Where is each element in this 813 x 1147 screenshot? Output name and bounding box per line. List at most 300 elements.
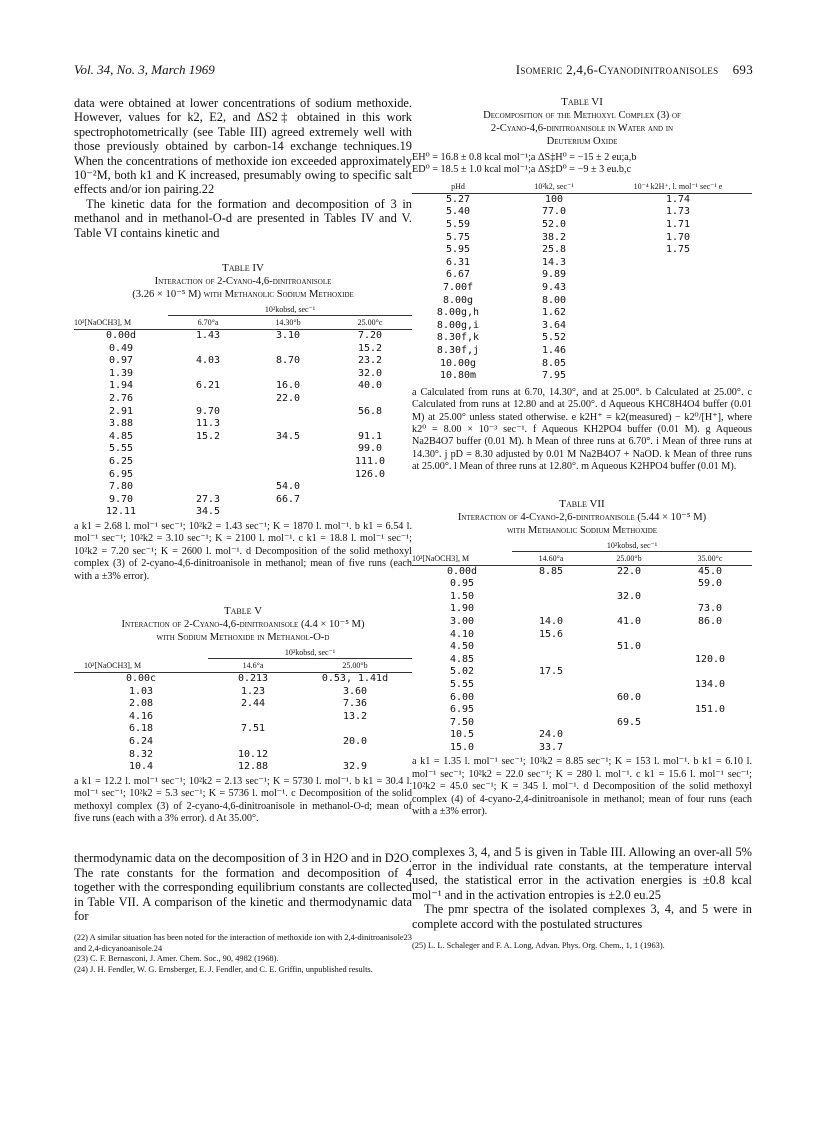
footnote-24: (24) J. H. Fendler, W. G. Ernsberger, E. J. Fendler, and C. E. Griffin, unpublished results. [74, 964, 373, 974]
table-4-body [74, 330, 412, 519]
table-cell: 7.80 [108, 481, 134, 493]
table-cell: 5.55 [108, 443, 134, 455]
table-4-caption-1: Interaction of 2-Cyano-4,6-dinitroanisole [154, 276, 332, 288]
table-cell: 73.0 [697, 603, 723, 615]
table-cell [248, 343, 328, 356]
table-6-footnote: a Calculated from runs at 6.70, 14.30°, and at 25.00°. b Calculated at 25.00°. c Calculated from runs at 12.80 and at 25.00°. d Aqueous KHC8H4O4 buffer (0.01 M) at 25.00° unless stated otherwise. e k2H⁺ = k2(measured) − k2⁰/[H⁺], where k2⁰ = 8.00 × 10⁻³ sec⁻¹. f Aqueous KH2PO4 buffer (0.01 M). g Aqueous Na2B4O7 buffer (0.01 M). h Mean of three runs at 6.70°. i Mean of three runs at 14.30°. j pD = 8.30 adjusted by 0.01 M Na2B4O7 + NaOD. k Mean of three runs at 25.00°. l Mean of three runs at 12.80°. m Aqueous K2HPO4 buffer (0.01 M). [412, 386, 752, 473]
table-cell [208, 711, 298, 724]
table-cell: 23.2 [357, 355, 383, 367]
table-row [412, 269, 752, 282]
table-4-header-row [74, 317, 412, 330]
table-5 [74, 648, 412, 774]
table-cell: 34.5 [275, 430, 301, 442]
table-cell: 120.0 [694, 653, 726, 665]
table-cell [668, 591, 752, 604]
table-cell [512, 717, 590, 730]
table-cell: 5.52 [541, 332, 567, 344]
table-row [74, 380, 412, 393]
table-cell [512, 591, 590, 604]
table-cell: 10.4 [128, 761, 154, 773]
table-cell: 15.6 [538, 628, 564, 640]
table-cell [668, 729, 752, 742]
table-cell [248, 469, 328, 482]
table-cell [328, 494, 412, 507]
table-7-header: 10²[NaOCH3], M [412, 553, 470, 563]
table-5-header: 25.00°b [342, 661, 368, 670]
table-cell [168, 481, 248, 494]
table-cell: 32.9 [342, 761, 368, 773]
table-cell [248, 418, 328, 431]
table-cell: 25.8 [541, 244, 567, 256]
table-cell: 1.74 [665, 193, 691, 205]
table-5-header: 10²[NaOCH3], M [84, 661, 142, 670]
table-cell: 4.16 [128, 710, 154, 722]
table-cell: 27.3 [195, 493, 221, 505]
table-cell: 5.95 [445, 244, 471, 256]
table-cell: 7.95 [541, 370, 567, 382]
table-cell: 66.7 [275, 493, 301, 505]
table-cell: 8.30f,j [436, 344, 480, 356]
table-cell [168, 469, 248, 482]
table-cell: 17.5 [538, 666, 564, 678]
table-cell: 69.5 [616, 716, 642, 728]
table-cell: 3.10 [275, 330, 301, 342]
table-cell [168, 368, 248, 381]
table-row [412, 692, 752, 705]
table-5-caption-2: with Sodium Methoxide in Methanol-O-d [156, 632, 330, 643]
table-cell: 151.0 [694, 704, 726, 716]
table-row [74, 481, 412, 494]
table-cell: 14.3 [541, 256, 567, 268]
table-5-header-row [74, 660, 412, 673]
table-6-header: 10²k2, sec⁻¹ [534, 181, 574, 191]
table-4-header: 10²[NaOCH3], M [74, 318, 132, 328]
table-row [74, 698, 412, 711]
table-5-caption-1: Interaction of 2-Cyano-4,6-dinitroanisole (4.4 × 10⁻⁵ M) [121, 619, 365, 630]
table-6-header-row [412, 181, 752, 194]
table-cell [512, 578, 590, 591]
table-cell [604, 370, 752, 383]
table-row [412, 219, 752, 232]
table-row [412, 654, 752, 667]
table-cell [248, 443, 328, 456]
table-cell [248, 406, 328, 419]
table-row [412, 358, 752, 371]
table-row [412, 616, 752, 629]
table-cell: 5.40 [445, 206, 471, 218]
table-row [412, 729, 752, 742]
table-cell [168, 456, 248, 469]
table-6-params-2: ED⁰ = 18.5 ± 1.0 kcal mol⁻¹;a ΔS‡D⁰ = −9 ± 3 eu.b,c [412, 164, 632, 176]
table-4 [74, 305, 412, 519]
table-cell: 1.94 [108, 380, 134, 392]
table-cell: 40.0 [357, 380, 383, 392]
table-cell: 6.25 [108, 456, 134, 467]
table-cell: 8.32 [128, 748, 154, 760]
table-7-header-row [412, 553, 752, 566]
table-cell: 32.0 [616, 590, 642, 602]
table-cell: 10.5 [449, 729, 475, 741]
table-cell: 8.85 [538, 565, 564, 577]
table-cell: 12.88 [237, 761, 269, 773]
table-5-header: 14.6°a [242, 661, 264, 670]
table-cell: 45.0 [697, 565, 723, 577]
table-cell [590, 578, 668, 591]
table-cell: 34.5 [195, 506, 221, 518]
table-cell: 59.0 [697, 578, 723, 590]
table-cell: 1.73 [665, 206, 691, 218]
table-4-label: Table IV [222, 262, 264, 275]
table-cell: 5.75 [445, 231, 471, 243]
table-cell: 38.2 [541, 231, 567, 243]
table-cell: 126.0 [354, 468, 386, 480]
table-cell: 15.2 [357, 342, 383, 354]
table-cell: 8.05 [541, 357, 567, 369]
table-cell [604, 345, 752, 358]
table-cell [668, 692, 752, 705]
table-cell [590, 603, 668, 616]
table-cell: 7.50 [449, 716, 475, 728]
table-cell: 0.49 [108, 342, 134, 354]
table-row [412, 332, 752, 345]
table-row [74, 343, 412, 356]
table-4-caption-2: (3.26 × 10⁻⁵ M) with Methanolic Sodium Methoxide [132, 289, 354, 301]
table-cell [512, 704, 590, 717]
table-cell: 52.0 [541, 219, 567, 230]
table-cell: 5.59 [445, 219, 471, 230]
table-cell: 8.70 [275, 355, 301, 367]
table-cell [328, 481, 412, 494]
table-cell [668, 717, 752, 730]
table-7-caption-1: Interaction of 4-Cyano-2,6-dinitroanisole (5.44 × 10⁻⁵ M) [457, 511, 707, 523]
table-row [412, 666, 752, 679]
table-cell: 3.64 [541, 319, 567, 331]
table-4-header: 25.00°c [357, 318, 383, 328]
table-row [74, 406, 412, 419]
table-cell [604, 282, 752, 295]
table-cell [604, 269, 752, 282]
table-row [74, 355, 412, 368]
table-cell: 51.0 [616, 641, 642, 653]
table-row [412, 603, 752, 616]
table-row [74, 749, 412, 762]
table-cell [604, 307, 752, 320]
table-4-superheader: 10²kobsd, sec⁻¹ [168, 305, 412, 316]
table-6-params-1: EH⁰ = 16.8 ± 0.8 kcal mol⁻¹;a ΔS‡H⁰ = −15 ± 2 eu;a,b [412, 152, 637, 163]
table-cell: 4.50 [449, 641, 475, 653]
table-7 [412, 541, 752, 755]
table-cell [590, 704, 668, 717]
table-cell [604, 358, 752, 371]
table-4-header: 14.30°b [275, 318, 301, 328]
table-cell: 77.0 [541, 206, 567, 218]
table-cell: 8.00g [442, 294, 474, 306]
table-6-caption-2: 2-Cyano-4,6-dinitroanisole in Water and in [490, 123, 674, 134]
table-cell [590, 666, 668, 679]
table-row [412, 194, 752, 207]
table-row [412, 717, 752, 730]
table-cell: 99.0 [357, 443, 383, 455]
table-6-header: 10⁻⁴ k2H⁺, l. mol⁻¹ sec⁻¹ e [633, 181, 723, 191]
table-5-superheader: 10²kobsd, sec⁻¹ [208, 648, 412, 659]
table-cell: 11.3 [195, 418, 221, 430]
table-7-label: Table VII [559, 497, 605, 510]
table-cell [248, 456, 328, 469]
table-row [412, 244, 752, 257]
running-title: Isomeric 2,4,6-Cyanodinitroanisoles [515, 62, 719, 77]
table-5-footnote: a k1 = 12.2 l. mol⁻¹ sec⁻¹; 10²k2 = 2.13 sec⁻¹; K = 5730 l. mol⁻¹. b k1 = 30.4 l. mol⁻¹ sec⁻¹; 10²k2 = 5.3 sec⁻¹; K = 5736 l. mol⁻¹. c Decomposition of the solid methoxyl complex (3) of 2-cyano-4,6-dinitroanisole in methanol-O-d; mean of five runs (each with a 3% error). d At 35.00°. [74, 775, 412, 824]
table-cell [668, 666, 752, 679]
table-7-header: 35.00°c [697, 553, 723, 563]
table-cell: 134.0 [694, 678, 726, 690]
table-cell: 1.50 [449, 590, 475, 602]
table-row [74, 506, 412, 519]
table-cell: 15.0 [449, 741, 475, 753]
table-cell: 9.70 [108, 493, 134, 505]
footnote-23: (23) C. F. Bernasconi, J. Amer. Chem. Soc., 90, 4982 (1968). [74, 954, 279, 964]
table-row [412, 257, 752, 270]
table-row [74, 686, 412, 699]
table-row [412, 232, 752, 245]
table-cell [512, 654, 590, 667]
left-column [74, 96, 412, 975]
table-5-label: Table V [223, 605, 263, 617]
right-column [412, 96, 752, 951]
table-cell: 1.70 [665, 231, 691, 243]
table-6-caption-1: Decomposition of the Methoxyl Complex (3) of [483, 110, 681, 121]
table-row [412, 641, 752, 654]
table-row [74, 469, 412, 482]
table-cell: 7.36 [342, 698, 368, 710]
body-paragraph-3: thermodynamic data on the decomposition of 3 in H2O and in D2O. The rate constants for the formation and decomposition of 4 together with the corresponding equilibrium constants are collected in Table VII. A comparison of the kinetic and thermodynamic data for [74, 851, 412, 923]
table-cell [298, 749, 412, 762]
table-cell: 24.0 [538, 729, 564, 741]
table-7-superheader: 10²kobsd, sec⁻¹ [512, 541, 752, 552]
table-cell: 8.00g,h [436, 307, 480, 319]
table-cell: 2.91 [108, 405, 134, 417]
table-row [74, 393, 412, 406]
table-cell: 1.90 [449, 603, 475, 615]
table-row [74, 456, 412, 469]
table-7-header: 25.00°b [616, 553, 642, 563]
running-header-left: Vol. 34, No. 3, March 1969 [74, 62, 215, 77]
table-cell: 6.95 [108, 468, 134, 480]
table-row [412, 704, 752, 717]
table-cell: 8.00 [541, 294, 567, 306]
table-cell: 0.53, 1.41d [321, 673, 389, 684]
table-cell: 22.0 [616, 565, 642, 577]
table-cell: 60.0 [616, 691, 642, 703]
table-cell: 2.08 [128, 698, 154, 710]
table-cell: 3.88 [108, 418, 134, 430]
table-cell: 6.95 [449, 704, 475, 716]
table-row [412, 591, 752, 604]
table-cell: 10.00g [439, 357, 477, 369]
table-cell: 5.27 [445, 193, 471, 205]
table-cell: 4.85 [449, 653, 475, 665]
table-cell: 9.43 [541, 281, 567, 293]
table-7-caption-2: with Methanolic Sodium Methoxide [506, 524, 658, 536]
body-paragraph-right-1: complexes 3, 4, and 5 is given in Table III. Allowing an over-all 5% error in the individual rate constants, at the temperature interval used, the statistical error in the activation energies is ±0.8 kcal mol⁻¹ and in the activation entropies is ±2.0 eu.25 [412, 844, 752, 902]
table-cell: 3.00 [449, 615, 475, 627]
table-row [412, 742, 752, 755]
table-cell: 8.30f,k [436, 332, 480, 344]
table-row [74, 494, 412, 507]
table-cell: 1.75 [665, 244, 691, 256]
table-cell: 0.00d [105, 330, 137, 342]
table-cell: 0.95 [449, 578, 475, 590]
table-cell: 6.18 [128, 723, 154, 735]
table-row [412, 578, 752, 591]
table-6-label: Table VI [561, 96, 603, 108]
table-cell: 6.21 [195, 380, 221, 392]
table-cell [604, 320, 752, 333]
table-cell [604, 295, 752, 308]
footnote-22: (22) A similar situation has been noted for the interaction of methoxide ion with 2,4-dinitroanisole23 and 2,4-dicyanoanisole.24 [74, 933, 412, 953]
table-cell: 5.02 [449, 666, 475, 678]
table-row [74, 711, 412, 724]
table-cell: 1.71 [665, 219, 691, 230]
table-cell: 111.0 [354, 456, 386, 467]
table-cell [512, 692, 590, 705]
table-row [74, 723, 412, 736]
table-6-body [412, 194, 752, 383]
table-cell: 8.00g,i [436, 319, 480, 331]
table-cell [668, 629, 752, 642]
table-cell: 33.7 [538, 741, 564, 753]
table-cell: 4.85 [108, 430, 134, 442]
footnote-25: (25) L. L. Schaleger and F. A. Long, Advan. Phys. Org. Chem., 1, 1 (1963). [412, 940, 665, 950]
table-cell: 1.62 [541, 307, 567, 319]
table-row [412, 320, 752, 333]
table-cell [328, 393, 412, 406]
table-cell: 91.1 [357, 430, 383, 442]
table-cell: 13.2 [342, 710, 368, 722]
table-cell: 14.0 [538, 615, 564, 627]
table-cell: 100 [544, 193, 564, 205]
table-cell: 1.23 [240, 685, 266, 697]
table-cell: 41.0 [616, 615, 642, 627]
table-row [74, 736, 412, 749]
table-row [74, 761, 412, 774]
table-cell [590, 679, 668, 692]
table-cell: 0.97 [108, 355, 134, 367]
table-cell: 7.20 [357, 330, 383, 342]
table-cell [168, 393, 248, 406]
table-cell: 6.00 [449, 691, 475, 703]
table-cell: 86.0 [697, 615, 723, 627]
table-7-footnote: a k1 = 1.35 l. mol⁻¹ sec⁻¹; 10²k2 = 8.85 sec⁻¹; K = 153 l. mol⁻¹. b k1 = 6.10 l. mol⁻¹ sec⁻¹; 10²k2 = 22.0 sec⁻¹; K = 280 l. mol⁻¹. c k1 = 15.6 l. mol⁻¹ sec⁻¹; 10²k2 = 45.0 sec⁻¹; K = 345 l. mol⁻¹. d Decomposition of the solid methoxyl complex (4) of 4-cyano-2,4-dinitroanisole in methanol; mean of four runs (each with a ±3% error). [412, 756, 752, 818]
table-cell: 56.8 [357, 405, 383, 417]
table-cell: 5.55 [449, 678, 475, 690]
table-row [412, 679, 752, 692]
table-cell: 6.67 [445, 269, 471, 281]
table-6 [412, 181, 752, 383]
table-cell [590, 729, 668, 742]
table-cell [328, 506, 412, 519]
table-cell: 10.80m [439, 370, 477, 382]
table-6-header: pHd [451, 181, 465, 191]
table-cell: 2.76 [108, 393, 134, 405]
table-4-footnote: a k1 = 2.68 l. mol⁻¹ sec⁻¹; 10²k2 = 1.43 sec⁻¹; K = 1870 l. mol⁻¹. b k1 = 6.54 l. mol⁻¹ sec⁻¹; 10²k2 = 3.10 sec⁻¹; K = 2100 l. mol⁻¹. c k1 = 18.8 l. mol⁻¹ sec⁻¹; 10²k2 = 7.20 sec⁻¹; K = 2600 l. mol⁻¹. d Decomposition of the solid methoxyl complex (3) of 2-cyano-4,6-dinitroanisole in methanol; mean of five runs (each with a ±3% error). [74, 520, 412, 582]
table-cell: 1.03 [128, 685, 154, 697]
table-cell [590, 629, 668, 642]
table-cell: 7.00f [442, 281, 474, 293]
table-cell: 6.31 [445, 256, 471, 268]
table-cell [604, 257, 752, 270]
table-4-header: 6.70°a [197, 318, 219, 328]
table-row [412, 629, 752, 642]
body-paragraph-right-2: The pmr spectra of the isolated complexes 3, 4, and 5 were in complete accord with the postulated structures [412, 902, 752, 931]
table-cell [248, 506, 328, 519]
table-6-caption-3: Deuterium Oxide [546, 136, 618, 147]
table-row [412, 345, 752, 358]
body-paragraph-2: The kinetic data for the formation and decomposition of 3 in methanol and in methanol-O-d are presented in Tables IV and V. Table VI contains kinetic and [74, 196, 412, 240]
table-cell: 9.70 [195, 405, 221, 417]
page-number: 693 [732, 62, 753, 77]
table-cell: 16.0 [275, 380, 301, 392]
table-cell: 20.0 [342, 735, 368, 747]
table-cell [298, 723, 412, 736]
table-row [412, 566, 752, 579]
table-cell [590, 654, 668, 667]
table-cell: 4.03 [195, 355, 221, 367]
table-cell [168, 343, 248, 356]
table-row [74, 368, 412, 381]
table-cell [168, 443, 248, 456]
table-row [412, 307, 752, 320]
table-cell: 4.10 [449, 628, 475, 640]
table-cell: 2.44 [240, 698, 266, 710]
table-row [412, 370, 752, 383]
table-row [74, 443, 412, 456]
table-row [412, 295, 752, 308]
table-cell [248, 368, 328, 381]
table-cell: 3.60 [342, 685, 368, 697]
table-cell [668, 641, 752, 654]
table-cell: 9.89 [541, 269, 567, 281]
table-cell: 54.0 [275, 481, 301, 493]
table-cell: 0.00d [446, 565, 478, 577]
table-row [74, 330, 412, 343]
table-row [412, 282, 752, 295]
table-row [74, 431, 412, 444]
table-5-body [74, 673, 412, 774]
table-cell [604, 332, 752, 345]
table-cell [208, 736, 298, 749]
table-row [74, 673, 412, 686]
table-cell: 1.46 [541, 344, 567, 356]
table-cell: 32.0 [357, 367, 383, 379]
table-cell: 0.213 [237, 673, 269, 684]
table-cell [590, 742, 668, 755]
table-cell: 22.0 [275, 393, 301, 405]
table-cell: 0.00c [125, 673, 157, 684]
table-cell: 6.24 [128, 735, 154, 747]
body-paragraph-1: data were obtained at lower concentrations of sodium methoxide. However, values for k2, E2, and ΔS2‡ obtained in this work spectrophotometrically (see Table III) agreed extremely well with those previously obtained by carbon-14 exchange techniques.19 When the concentrations of methoxide ion exceeded approximately 10⁻²M, both k1 and K increased, presumably owing to specific salt effects and/or ion pairing.22 [74, 96, 412, 197]
table-7-header: 14.60°a [538, 553, 564, 563]
table-cell [668, 742, 752, 755]
table-cell [328, 418, 412, 431]
table-cell: 1.39 [108, 367, 134, 379]
table-cell [512, 603, 590, 616]
table-row [412, 206, 752, 219]
table-cell [512, 641, 590, 654]
table-row [74, 418, 412, 431]
table-cell: 7.51 [240, 723, 266, 735]
running-header-right [516, 62, 753, 78]
table-7-body [412, 566, 752, 755]
